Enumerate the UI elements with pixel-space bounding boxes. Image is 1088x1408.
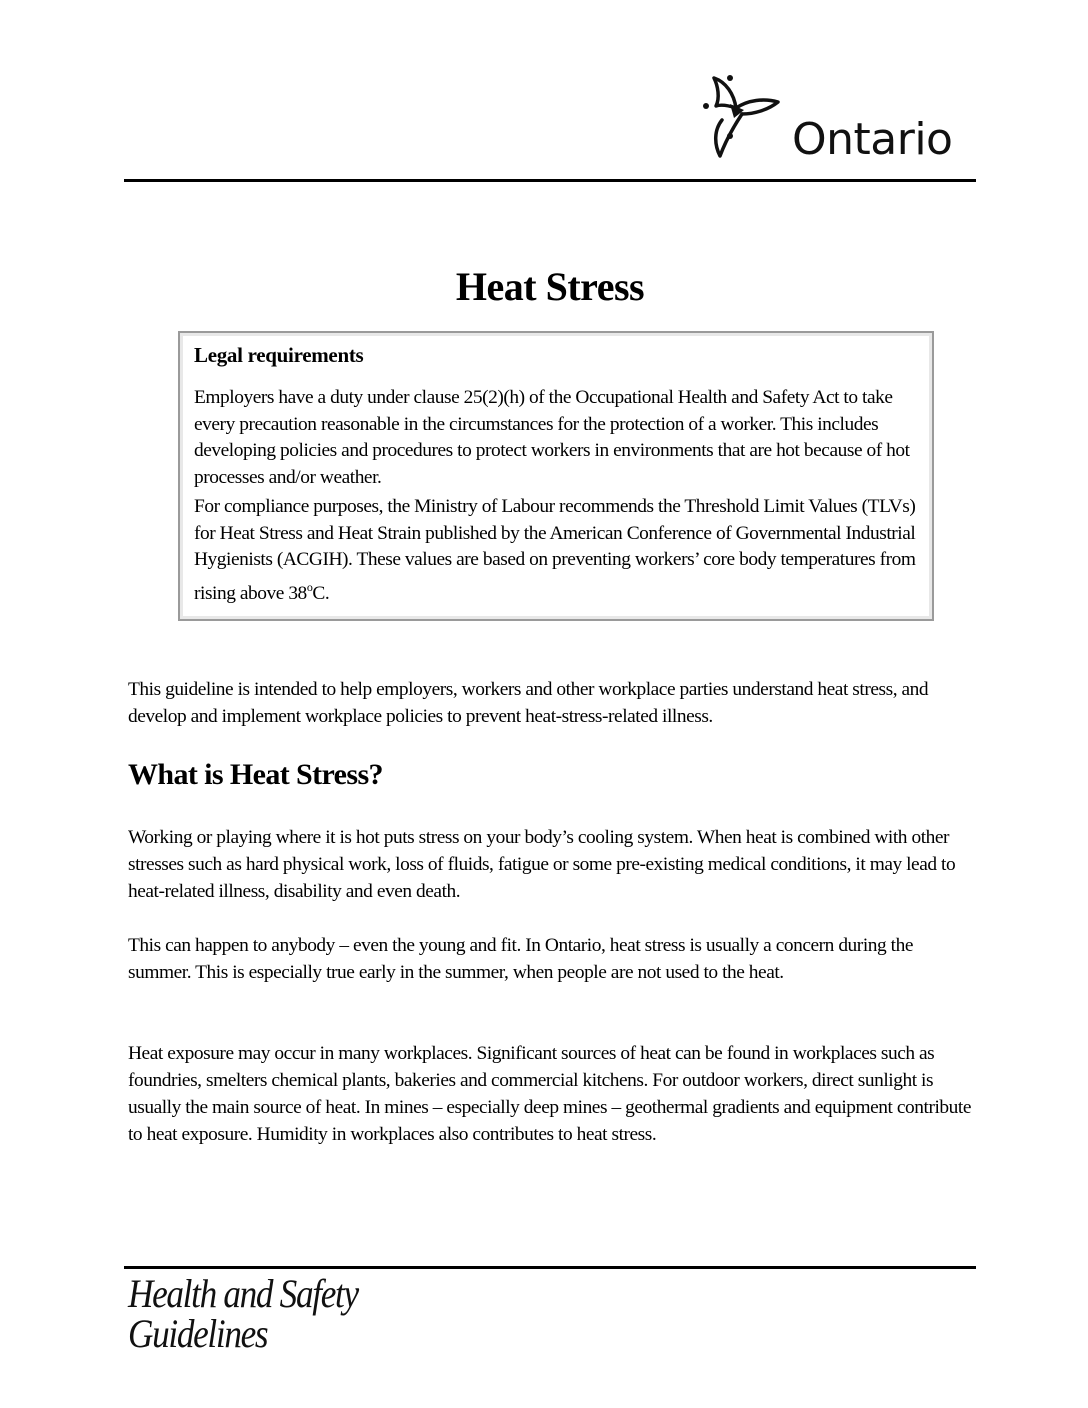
section-heading: What is Heat Stress? xyxy=(128,758,383,791)
footer-rule xyxy=(124,1266,976,1269)
footer-line: Health and Safety xyxy=(128,1271,358,1316)
legal-requirements-heading: Legal requirements xyxy=(194,343,364,367)
degree-symbol: o xyxy=(306,579,313,594)
section-paragraph: Working or playing where it is hot puts stress on your body’s cooling system. When heat is combined with other stresses such as hard physical work, loss of fluids, fatigue or some pre-existing medical conditions, it may lead to heat-related illness, disability and even death. xyxy=(128,827,956,902)
legal-paragraph-text: For compliance purposes, the Ministry of Labour recommends the Threshold Limit Values (TLVs) for Heat Stress and Heat Strain published by the American Conference of Governmental Industrial Hygienists (ACGIH). These values are based on preventing workers’ core body temperatures from rising above 38 xyxy=(194,496,916,604)
trillium-icon xyxy=(700,70,800,170)
footer-line: Guidelines xyxy=(128,1311,268,1356)
header-rule xyxy=(124,179,976,182)
temp-unit: C. xyxy=(312,582,330,604)
legal-paragraph xyxy=(194,494,929,607)
logo-wordmark: Ontario xyxy=(792,114,953,165)
section-paragraph: This can happen to anybody – even the young and fit. In Ontario, heat stress is usually a concern during the summer. This is especially true early in the summer, when people are not used to the heat. xyxy=(128,935,913,983)
footer-brand xyxy=(128,1271,358,1356)
legal-requirements-box xyxy=(178,331,934,621)
section-paragraph: Heat exposure may occur in many workplaces. Significant sources of heat can be found in workplaces such as foundries, smelters chemical plants, bakeries and commercial kitchens. For outdoor workers, direct sunlight is usually the main source of heat. In mines – especially deep mines – geothermal gradients and equipment contribute to heat exposure. Humidity in workplaces also contributes to heat stress. xyxy=(128,1043,972,1145)
intro-paragraph: This guideline is intended to help employers, workers and other workplace parties understand heat stress, and develop and implement workplace policies to prevent heat-stress-related illness. xyxy=(128,679,929,727)
ontario-logo xyxy=(700,70,980,170)
legal-paragraph: Employers have a duty under clause 25(2)(h) of the Occupational Health and Safety Act to take every precaution reasonable in the circumstances for the protection of a worker. This includes developing policies and procedures to protect workers in environments that are hot because of hot processes and/or weather. xyxy=(194,387,910,488)
page-title: Heat Stress xyxy=(455,263,645,309)
